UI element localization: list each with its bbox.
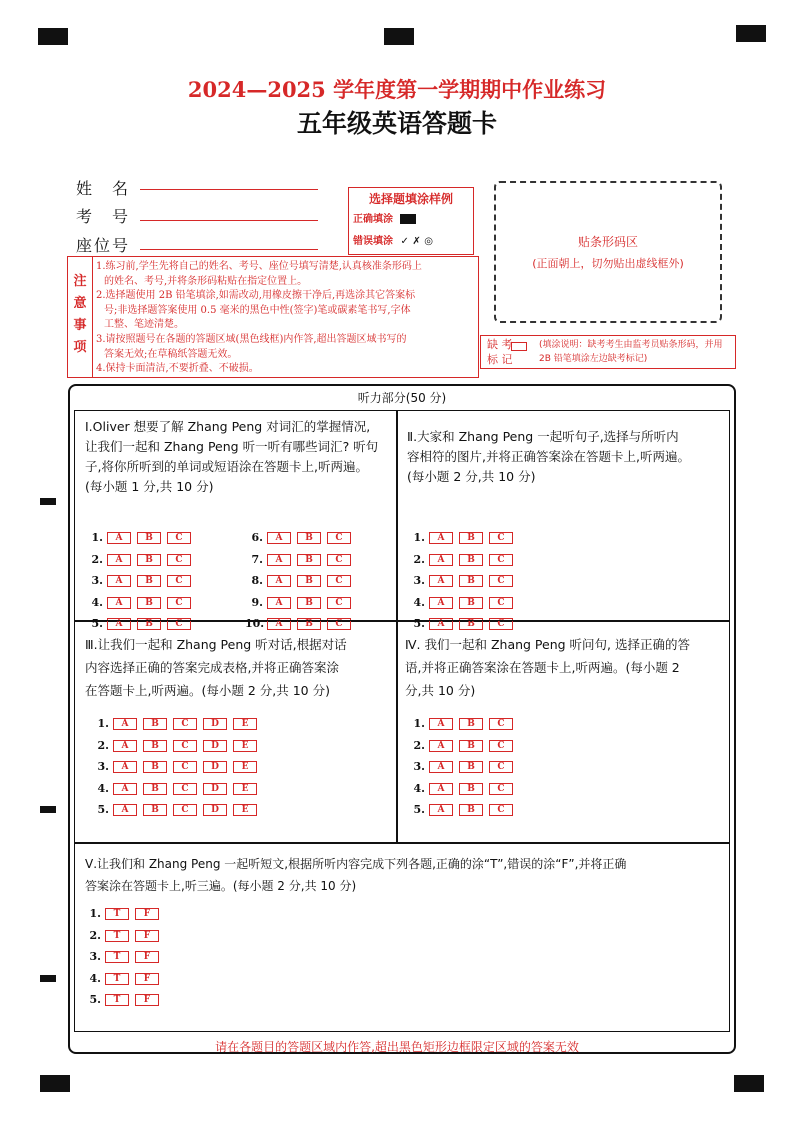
answer-bubble-b[interactable]: B	[459, 804, 483, 816]
answer-bubble-a[interactable]: A	[267, 597, 291, 609]
q-line: Ⅳ. 我们一起和 Zhang Peng 听问句, 选择正确的答	[405, 637, 690, 652]
answer-bubble-a[interactable]: A	[113, 740, 137, 752]
answer-bubble-c[interactable]: C	[167, 532, 191, 544]
question-1-box	[74, 410, 398, 630]
answer-row	[83, 972, 165, 985]
answer-bubble-c[interactable]: C	[173, 761, 197, 773]
answer-bubble-t[interactable]: T	[105, 930, 129, 942]
answer-row	[91, 760, 263, 773]
answer-bubble-c[interactable]: C	[173, 804, 197, 816]
answer-bubble-d[interactable]: D	[203, 783, 227, 795]
card-title: 五年级英语答题卡	[296, 109, 497, 138]
item-number: 4.	[91, 595, 103, 609]
answer-bubble-a[interactable]: A	[429, 761, 453, 773]
answer-bubble-e[interactable]: E	[233, 718, 257, 730]
q-line: 让我们一起和 Zhang Peng 听一听有哪些词汇? 听句	[85, 439, 379, 454]
timing-mark	[40, 975, 56, 982]
notice-char: 项	[73, 340, 87, 355]
item-number: 3.	[413, 760, 425, 773]
item-number: 4.	[413, 781, 425, 795]
answer-bubble-b[interactable]: B	[143, 718, 167, 730]
q-line: Ⅱ.大家和 Zhang Peng 一起听句子,选择与所听内	[407, 429, 679, 444]
answer-bubble-d[interactable]: D	[203, 740, 227, 752]
answer-row	[91, 739, 263, 752]
item-number: 3.	[97, 760, 109, 773]
item-number: 3.	[413, 574, 425, 587]
notice-line: 2.选择题使用 2B 铅笔填涂,如需改动,用橡皮擦干净后,再选涂其它答案标	[96, 290, 416, 302]
item-number: 9.	[251, 595, 263, 609]
answer-row	[85, 574, 197, 587]
answer-bubble-d[interactable]: D	[203, 761, 227, 773]
item-number: 5.	[91, 617, 103, 630]
question-3-text	[85, 633, 395, 702]
barcode-area	[494, 181, 722, 323]
answer-bubble-b[interactable]: B	[459, 718, 483, 730]
question-4-box	[396, 620, 730, 844]
answer-bubble-f[interactable]: F	[135, 908, 159, 920]
answer-bubble-c[interactable]: C	[327, 597, 351, 609]
exam-number-label: 考 号	[76, 207, 131, 226]
answer-bubble-c[interactable]: C	[489, 618, 513, 630]
answer-bubble-b[interactable]: B	[459, 618, 483, 630]
correct-fill-label: 正确填涂	[353, 214, 393, 225]
notice-line: 3.请按照题号在各题的答题区域(黑色线框)内作答,超出答题区域书写的	[96, 333, 407, 345]
item-number: 1.	[413, 531, 425, 544]
notice-side-label	[68, 257, 93, 377]
notice-line: 工整、笔迹清楚。	[104, 319, 184, 331]
timing-mark	[40, 806, 56, 813]
answer-row	[407, 782, 519, 795]
notice-line: 答案无效;在草稿纸答题无效。	[104, 348, 238, 360]
item-number: 10.	[245, 617, 265, 630]
answer-bubble-b[interactable]: B	[143, 740, 167, 752]
absent-note: (填涂说明：缺考考生由监考员贴条形码，并用 2B 铅笔填涂左边缺考标记)	[539, 340, 723, 364]
answer-bubble-b[interactable]: B	[137, 554, 161, 566]
answer-bubble-a[interactable]: A	[429, 554, 453, 566]
seat-number-field[interactable]	[140, 249, 318, 250]
answer-bubble-t[interactable]: T	[105, 951, 129, 963]
answer-bubble-d[interactable]: D	[203, 804, 227, 816]
question-5-box	[74, 842, 730, 1032]
item-number: 3.	[89, 950, 101, 963]
footer-warning: 请在各题目的答题区域内作答,超出黑色矩形边框限定区域的答案无效	[215, 1040, 579, 1054]
answer-bubble-b[interactable]: B	[459, 532, 483, 544]
notice-char: 意	[73, 296, 87, 311]
q-line: (每小题 2 分,共 10 分)	[407, 469, 536, 484]
answer-bubble-a[interactable]: A	[267, 554, 291, 566]
answer-row	[407, 739, 519, 752]
answer-bubble-e[interactable]: E	[233, 783, 257, 795]
answer-bubble-b[interactable]: B	[143, 783, 167, 795]
item-number: 1.	[97, 717, 109, 730]
answer-bubble-a[interactable]: A	[113, 783, 137, 795]
answer-bubble-c[interactable]: C	[173, 783, 197, 795]
answer-row	[83, 907, 165, 920]
item-number: 5.	[89, 993, 101, 1006]
answer-bubble-b[interactable]: B	[143, 761, 167, 773]
listening-section	[68, 384, 736, 1054]
correct-fill-bubble	[400, 214, 416, 224]
answer-bubble-b[interactable]: B	[137, 618, 161, 630]
answer-bubble-a[interactable]: A	[107, 532, 131, 544]
answer-bubble-a[interactable]: A	[429, 783, 453, 795]
answer-bubble-c[interactable]: C	[489, 532, 513, 544]
item-number: 5.	[413, 617, 425, 630]
answer-bubble-c[interactable]: C	[327, 554, 351, 566]
answer-bubble-a[interactable]: A	[113, 718, 137, 730]
answer-bubble-t[interactable]: T	[105, 908, 129, 920]
answer-bubble-a[interactable]: A	[429, 740, 453, 752]
item-number: 3.	[91, 574, 103, 587]
item-number: 2.	[97, 738, 109, 752]
q-line: 答案涂在答题卡上,听三遍。(每小题 2 分,共 10 分)	[85, 879, 357, 893]
answer-row	[85, 553, 197, 566]
answer-bubble-b[interactable]: B	[143, 804, 167, 816]
item-number: 6.	[251, 531, 263, 544]
answer-bubble-c[interactable]: C	[167, 618, 191, 630]
answer-bubble-t[interactable]: T	[105, 994, 129, 1006]
answer-bubble-b[interactable]: B	[137, 532, 161, 544]
answer-bubble-a[interactable]: A	[267, 618, 291, 630]
item-number: 4.	[89, 971, 101, 985]
absent-mark-box	[480, 335, 736, 369]
answer-row	[245, 574, 357, 587]
q-line: Ⅰ.Oliver 想要了解 Zhang Peng 对词汇的掌握情况,	[85, 419, 371, 434]
q-line: Ⅲ.让我们一起和 Zhang Peng 听对话,根据对话	[85, 637, 347, 652]
question-2-box	[396, 410, 730, 630]
registration-mark	[38, 28, 68, 45]
answer-row	[407, 803, 519, 816]
answer-bubble-b[interactable]: B	[459, 783, 483, 795]
answer-bubble-b[interactable]: B	[459, 575, 483, 587]
notice-char: 事	[73, 318, 87, 333]
answer-bubble-c[interactable]: C	[327, 532, 351, 544]
answer-bubble-a[interactable]: A	[113, 761, 137, 773]
exam-title: 2024—2025 学年度第一学期期中作业练习	[187, 77, 607, 102]
item-number: 1.	[89, 907, 101, 920]
item-number: 2.	[91, 552, 103, 566]
q-line: (每小题 1 分,共 10 分)	[85, 479, 214, 494]
answer-row	[407, 531, 519, 544]
barcode-title: 贴条形码区	[577, 235, 638, 249]
answer-bubble-b[interactable]: B	[297, 618, 321, 630]
answer-row	[407, 596, 519, 609]
section-title: 听力部分(50 分)	[357, 391, 447, 405]
question-1-text	[85, 417, 395, 497]
registration-mark	[736, 25, 766, 42]
answer-row	[85, 531, 197, 544]
q-line: 内容选择正确的答案完成表格,并将正确答案涂	[85, 660, 339, 675]
answer-bubble-a[interactable]: A	[429, 618, 453, 630]
answer-row	[245, 596, 357, 609]
notice-line: 1.练习前,学生先将自己的姓名、考号、座位号填写清楚,认真核准条形码上	[96, 261, 422, 272]
absent-bubble[interactable]	[511, 342, 527, 351]
answer-bubble-c[interactable]: C	[167, 554, 191, 566]
exam-number-field[interactable]	[140, 220, 318, 221]
answer-bubble-a[interactable]: A	[429, 804, 453, 816]
registration-mark	[40, 1075, 70, 1092]
item-number: 5.	[413, 803, 425, 816]
answer-bubble-c[interactable]: C	[173, 740, 197, 752]
question-3-box	[74, 620, 398, 844]
answer-bubble-a[interactable]: A	[429, 575, 453, 587]
answer-bubble-a[interactable]: A	[113, 804, 137, 816]
item-number: 2.	[413, 552, 425, 566]
answer-bubble-b[interactable]: B	[137, 597, 161, 609]
answer-bubble-t[interactable]: T	[105, 973, 129, 985]
name-label: 姓 名	[76, 179, 131, 198]
absent-label: 缺 考 标 记	[487, 338, 513, 366]
answer-bubble-c[interactable]: C	[489, 554, 513, 566]
answer-bubble-b[interactable]: B	[297, 597, 321, 609]
answer-bubble-c[interactable]: C	[489, 761, 513, 773]
registration-mark	[384, 28, 414, 45]
answer-bubble-c[interactable]: C	[489, 740, 513, 752]
question-2-text	[407, 427, 725, 487]
registration-mark	[734, 1075, 764, 1092]
notice-text	[96, 260, 474, 377]
answer-bubble-f[interactable]: F	[135, 930, 159, 942]
notice-line: 号;非选择题答案使用 0.5 毫米的黑色中性(签字)笔或碳素笔书写,字体	[104, 304, 411, 316]
answer-row	[245, 531, 357, 544]
item-number: 2.	[413, 738, 425, 752]
answer-bubble-c[interactable]: C	[327, 618, 351, 630]
wrong-fill-label: 错误填涂	[353, 236, 393, 247]
item-number: 4.	[413, 595, 425, 609]
answer-row	[91, 782, 263, 795]
answer-bubble-a[interactable]: A	[267, 575, 291, 587]
answer-bubble-c[interactable]: C	[327, 575, 351, 587]
answer-bubble-b[interactable]: B	[297, 554, 321, 566]
answer-bubble-f[interactable]: F	[135, 994, 159, 1006]
fill-sample-box	[348, 187, 474, 255]
answer-row	[407, 760, 519, 773]
q-line: Ⅴ.让我们和 Zhang Peng 一起听短文,根据所听内容完成下列各题,正确的涂“T”,错误的涂“F”,并将正确	[85, 857, 627, 871]
timing-mark	[40, 498, 56, 505]
q-line: 在答题卡上,听两遍。(每小题 2 分,共 10 分)	[85, 683, 330, 698]
answer-bubble-c[interactable]: C	[489, 597, 513, 609]
answer-bubble-c[interactable]: C	[173, 718, 197, 730]
answer-bubble-b[interactable]: B	[297, 532, 321, 544]
answer-bubble-e[interactable]: E	[233, 761, 257, 773]
notice-char: 注	[73, 274, 87, 289]
answer-bubble-c[interactable]: C	[489, 804, 513, 816]
answer-row	[83, 993, 165, 1006]
answer-row	[407, 717, 519, 730]
answer-row	[83, 929, 165, 942]
answer-bubble-b[interactable]: B	[459, 761, 483, 773]
answer-bubble-a[interactable]: A	[429, 532, 453, 544]
answer-bubble-c[interactable]: C	[167, 575, 191, 587]
answer-row	[245, 553, 357, 566]
answer-bubble-c[interactable]: C	[167, 597, 191, 609]
answer-row	[407, 553, 519, 566]
item-number: 4.	[97, 781, 109, 795]
answer-row	[85, 596, 197, 609]
item-number: 7.	[251, 552, 263, 566]
notice-line: 4.保持卡面清洁,不要折叠、不破损。	[96, 363, 259, 375]
answer-bubble-c[interactable]: C	[489, 783, 513, 795]
answer-bubble-a[interactable]: A	[429, 597, 453, 609]
item-number: 1.	[413, 717, 425, 730]
barcode-subtitle: (正面朝上，切勿贴出虚线框外)	[532, 257, 684, 270]
item-number: 1.	[91, 531, 103, 544]
answer-bubble-f[interactable]: F	[135, 951, 159, 963]
answer-bubble-b[interactable]: B	[459, 554, 483, 566]
answer-bubble-c[interactable]: C	[489, 575, 513, 587]
answer-bubble-a[interactable]: A	[107, 618, 131, 630]
answer-bubble-b[interactable]: B	[459, 740, 483, 752]
answer-bubble-a[interactable]: A	[107, 597, 131, 609]
wrong-fill-marks: ✓ ✗ ◎	[400, 236, 433, 247]
item-number: 8.	[251, 574, 263, 587]
answer-bubble-a[interactable]: A	[107, 554, 131, 566]
name-field[interactable]	[140, 189, 318, 190]
item-number: 2.	[89, 928, 101, 942]
notice-box	[67, 256, 479, 378]
question-4-text	[405, 633, 727, 702]
notice-line: 的姓名、考号,并将条形码粘贴在指定位置上。	[104, 275, 308, 287]
answer-bubble-c[interactable]: C	[489, 718, 513, 730]
answer-row	[407, 574, 519, 587]
answer-bubble-d[interactable]: D	[203, 718, 227, 730]
q-line: 分,共 10 分)	[405, 683, 476, 698]
answer-bubble-b[interactable]: B	[137, 575, 161, 587]
answer-bubble-a[interactable]: A	[267, 532, 291, 544]
answer-bubble-e[interactable]: E	[233, 740, 257, 752]
q-line: 语,并将正确答案涂在答题卡上,听两遍。(每小题 2	[405, 660, 680, 675]
answer-bubble-b[interactable]: B	[297, 575, 321, 587]
fill-sample-title: 选择题填涂样例	[368, 192, 453, 206]
answer-bubble-e[interactable]: E	[233, 804, 257, 816]
q-line: 子,将你所听到的单词或短语涂在答题卡上,听两遍。	[85, 459, 368, 474]
answer-bubble-f[interactable]: F	[135, 973, 159, 985]
answer-bubble-a[interactable]: A	[107, 575, 131, 587]
answer-row	[91, 717, 263, 730]
answer-bubble-a[interactable]: A	[429, 718, 453, 730]
answer-row	[91, 803, 263, 816]
seat-number-label: 座位号	[76, 236, 131, 255]
item-number: 5.	[97, 803, 109, 816]
question-5-text	[85, 853, 725, 897]
answer-row	[83, 950, 165, 963]
q-line: 容相符的图片,并将正确答案涂在答题卡上,听两遍。	[407, 449, 690, 464]
answer-bubble-b[interactable]: B	[459, 597, 483, 609]
